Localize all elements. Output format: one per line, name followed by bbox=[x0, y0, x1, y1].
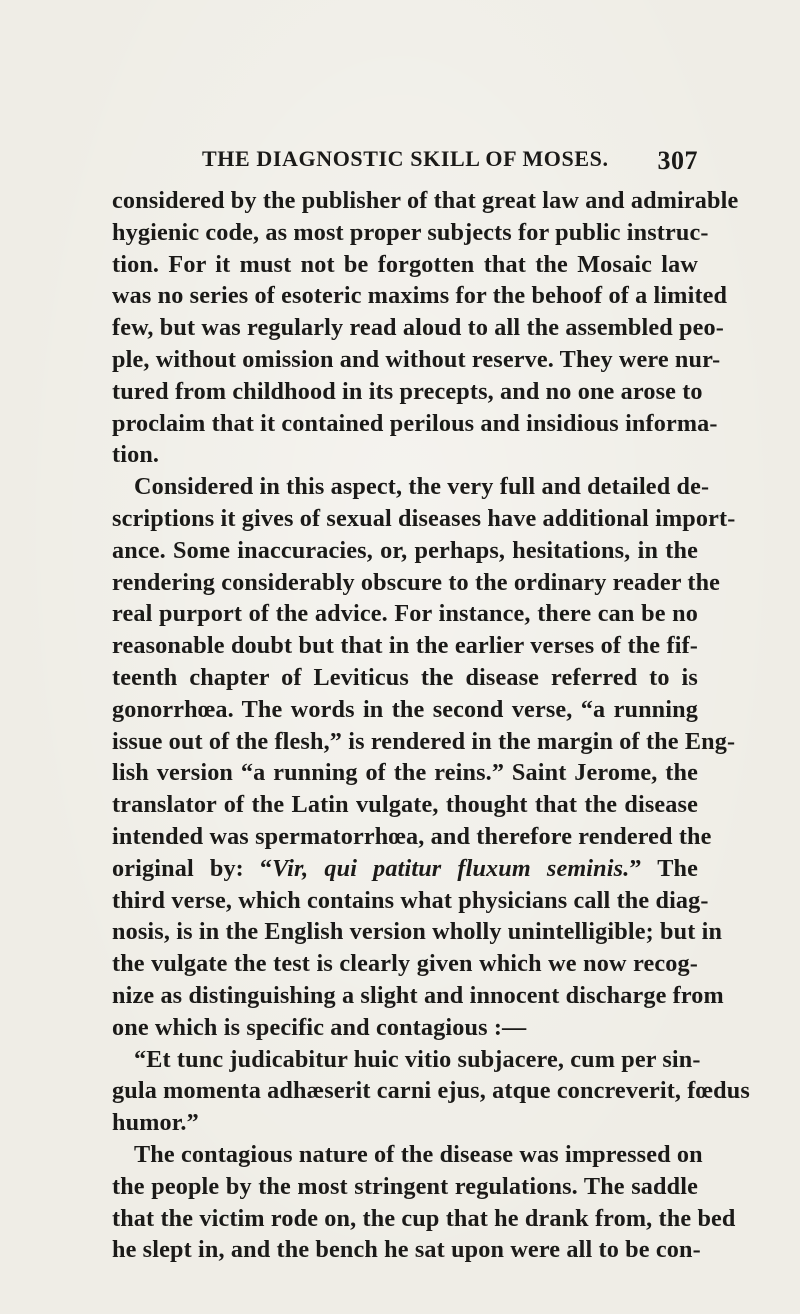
text-line: ple, without omission and without reserve. They were nur- bbox=[112, 345, 721, 373]
text-line: proclaim that it contained perilous and insidious informa- bbox=[112, 409, 718, 437]
page-header bbox=[200, 146, 698, 176]
text-line: hygienic code, as most proper subjects for public instruc- bbox=[112, 218, 709, 246]
text-line: Considered in this aspect, the very full and detailed de- bbox=[134, 473, 710, 501]
text-line: the vulgate the test is clearly given which we now recog- bbox=[112, 950, 698, 978]
text-line: gula momenta adhæserit carni ejus, atque concreverit, fœdus bbox=[112, 1077, 750, 1105]
text-line: tion. bbox=[112, 441, 160, 469]
page-number: 307 bbox=[657, 146, 698, 175]
text-line: one which is specific and contagious :— bbox=[112, 1013, 527, 1041]
text-line: rendering considerably obscure to the ordinary reader the bbox=[112, 568, 721, 596]
text-line: third verse, which contains what physicians call the diag- bbox=[112, 886, 709, 914]
text-line: few, but was regularly read aloud to all the assembled peo- bbox=[112, 314, 724, 342]
running-head: THE DIAGNOSTIC SKILL OF MOSES. bbox=[202, 146, 609, 171]
text-line: reasonable doubt but that in the earlier verses of the fif- bbox=[112, 632, 698, 660]
text-line: issue out of the flesh,” is rendered in the margin of the Eng- bbox=[112, 727, 736, 755]
text-line: intended was spermatorrhœa, and therefore rendered the bbox=[112, 822, 712, 850]
text-line: tured from childhood in its precepts, and no one arose to bbox=[112, 377, 703, 405]
text-line-with-quote bbox=[112, 853, 698, 885]
text-line: The contagious nature of the disease was impressed on bbox=[134, 1140, 703, 1168]
body-text bbox=[112, 185, 750, 1266]
text-line: humor.” bbox=[112, 1109, 199, 1137]
text-line: scriptions it gives of sexual diseases have additional import- bbox=[112, 504, 736, 532]
text-line: gonorrhœa. The words in the second verse, “a running bbox=[112, 695, 698, 723]
latin-quote: Vir, qui patitur fluxum seminis. bbox=[272, 854, 630, 882]
text-line: translator of the Latin vulgate, thought that the disease bbox=[112, 791, 698, 819]
text-line: that the victim rode on, the cup that he drank from, the bed bbox=[112, 1204, 736, 1232]
quote-lead: original by: “ bbox=[112, 854, 273, 882]
text-line: the people by the most stringent regulations. The saddle bbox=[112, 1172, 698, 1200]
text-line: “Et tunc judicabitur huic vitio subjacere, cum per sin- bbox=[134, 1045, 701, 1073]
text-line: tion. For it must not be forgotten that the Mosaic law bbox=[112, 250, 698, 278]
text-line: considered by the publisher of that great law and admirable bbox=[112, 187, 739, 214]
text-line: was no series of esoteric maxims for the behoof of a limited bbox=[112, 282, 728, 310]
text-line: nosis, is in the English version wholly unintelligible; but in bbox=[112, 918, 723, 946]
text-line: real purport of the advice. For instance, there can be no bbox=[112, 600, 698, 628]
text-line: nize as distinguishing a slight and innocent discharge from bbox=[112, 981, 724, 1009]
text-line: he slept in, and the bench he sat upon were all to be con- bbox=[112, 1236, 701, 1264]
text-line: lish version “a running of the reins.” Saint Jerome, the bbox=[112, 759, 698, 787]
text-line: teenth chapter of Leviticus the disease referred to is bbox=[112, 663, 698, 691]
text-line: ance. Some inaccuracies, or, perhaps, hesitations, in the bbox=[112, 536, 698, 564]
quote-tail: ” The bbox=[629, 854, 698, 882]
